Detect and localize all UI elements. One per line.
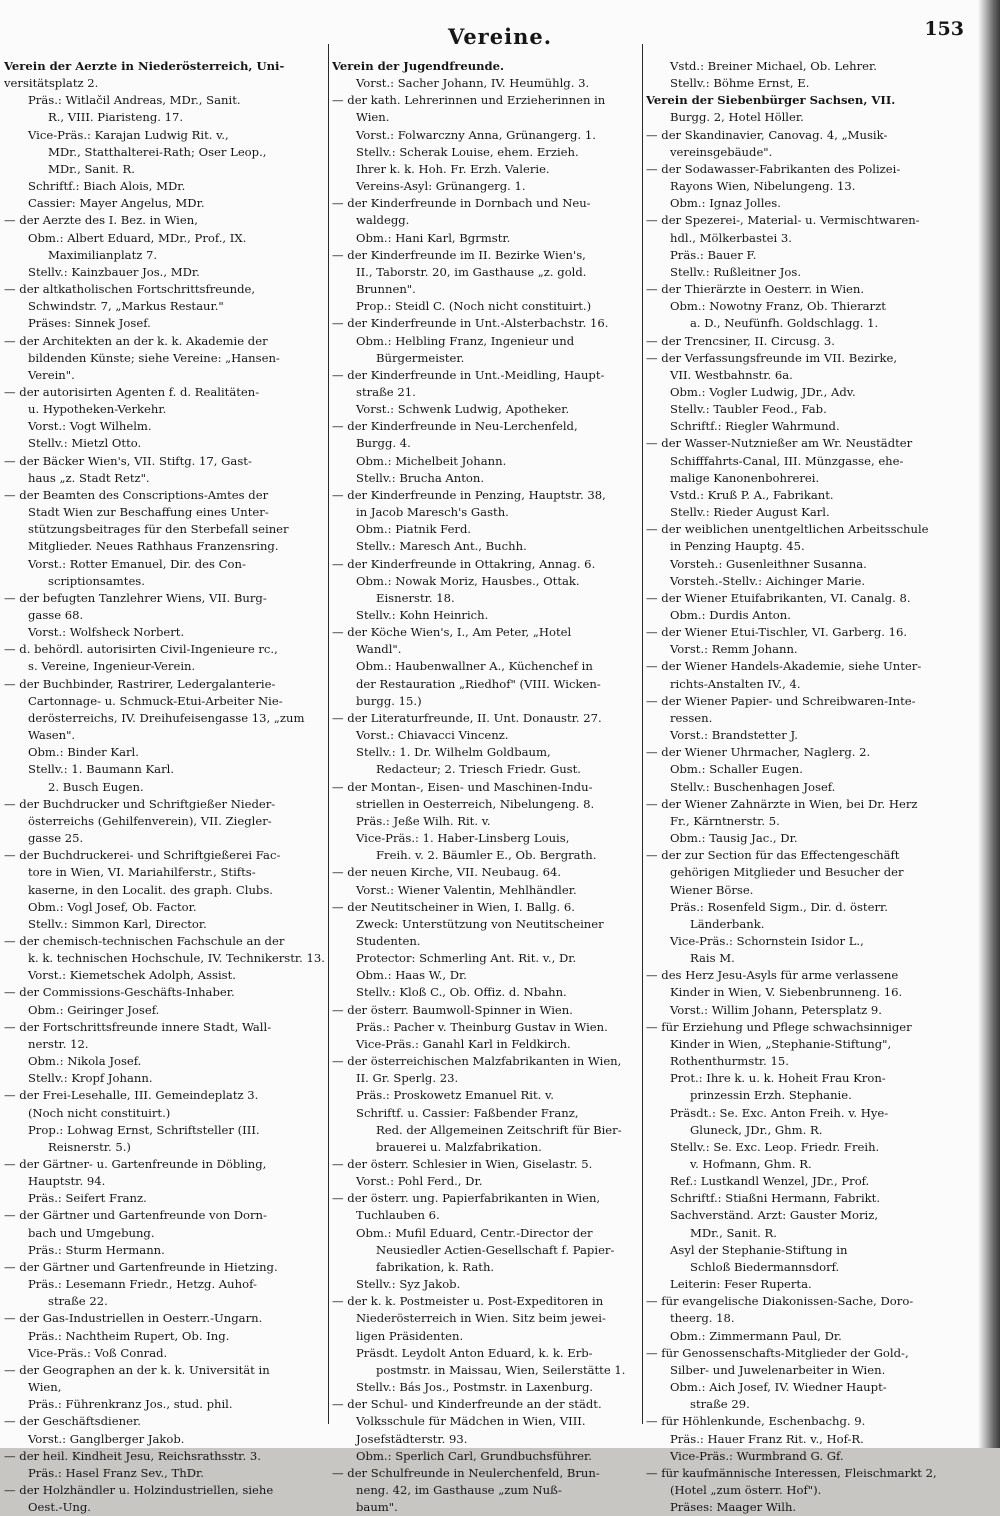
directory-line: Obm.: Haubenwallner A., Küchenchef in <box>356 659 593 674</box>
directory-line: — für kaufmännische Interessen, Fleischmarkt 2, <box>646 1465 937 1480</box>
directory-line: — der Wiener Zahnärzte in Wien, bei Dr. Herz <box>646 796 918 811</box>
directory-line: stützungsbeitrages für den Sterbefall seiner <box>28 522 289 537</box>
directory-line: Stellv.: Syz Jakob. <box>356 1277 461 1292</box>
directory-line: — der Schul- und Kinderfreunde an der städt. <box>332 1397 602 1412</box>
directory-line: — der Holzhändler u. Holzindustriellen, siehe <box>4 1482 274 1497</box>
directory-line: ressen. <box>670 710 713 725</box>
directory-line: Schwindstr. 7, „Markus Restaur." <box>28 299 224 314</box>
directory-line: theerg. 18. <box>670 1311 735 1326</box>
directory-line: Vice-Präs.: 1. Haber-Linsberg Louis, <box>356 831 570 846</box>
directory-line: Ihrer k. k. Hoh. Fr. Erzh. Valerie. <box>356 161 550 176</box>
directory-line: Schriftf. u. Cassier: Faßbender Franz, <box>356 1105 579 1120</box>
directory-line: — der Commissions-Geschäfts-Inhaber. <box>4 985 235 1000</box>
directory-line: — der Kinderfreunde in Penzing, Hauptstr. 38, <box>332 487 606 502</box>
directory-line: nerstr. 12. <box>28 1036 89 1051</box>
directory-line: — der Spezerei-, Material- u. Vermischtwaren- <box>646 213 920 228</box>
directory-line: Präs.: Führenkranz Jos., stud. phil. <box>28 1397 233 1412</box>
directory-line: Schloß Biedermannsdorf. <box>690 1259 840 1274</box>
directory-line: — der chemisch-technischen Fachschule an der <box>4 933 285 948</box>
directory-line: Vorst.: Sacher Johann, IV. Heumühlg. 3. <box>356 76 590 91</box>
directory-line: Stellv.: 1. Baumann Karl. <box>28 762 175 777</box>
directory-line: — der Aerzte des I. Bez. in Wien, <box>4 213 198 228</box>
directory-line: — der Wiener Papier- und Schreibwaren-Inte- <box>646 693 916 708</box>
directory-line: Hauptstr. 94. <box>28 1174 106 1189</box>
directory-line: Präs.: Sturm Hermann. <box>28 1242 165 1257</box>
directory-line: — der Sodawasser-Fabrikanten des Polizei- <box>646 161 901 176</box>
directory-line: Stadt Wien zur Beschaffung eines Unter- <box>28 505 269 520</box>
directory-line: II., Taborstr. 20, im Gasthause „z. gold. <box>356 264 587 279</box>
directory-line: — der neuen Kirche, VII. Neubaug. 64. <box>332 865 562 880</box>
directory-line: — für evangelische Diakonissen-Sache, Doro- <box>646 1294 914 1309</box>
directory-line: Stellv.: Rußleitner Jos. <box>670 264 802 279</box>
directory-line: baum". <box>356 1500 398 1515</box>
directory-line: — der Gärtner- u. Gartenfreunde in Döbling, <box>4 1157 267 1171</box>
directory-line: Vorst.: Folwarczny Anna, Grünangerg. 1. <box>356 127 596 142</box>
directory-line: Vstd.: Kruß P. A., Fabrikant. <box>670 487 834 502</box>
directory-line: MDr., Sanit. R. <box>690 1225 777 1240</box>
directory-line: Verein der Jugendfreunde. <box>332 59 505 73</box>
directory-line: v. Hofmann, Ghm. R. <box>690 1157 812 1171</box>
directory-line: Eisnerstr. 18. <box>376 590 455 605</box>
directory-line: Prot.: Ihre k. u. k. Hoheit Frau Kron- <box>670 1071 886 1086</box>
directory-line: Stellv.: Böhme Ernst, E. <box>670 76 810 91</box>
directory-line: Präsdt.: Se. Exc. Anton Freih. v. Hye- <box>670 1105 889 1120</box>
directory-line: II. Gr. Sperlg. 23. <box>356 1071 459 1086</box>
directory-line: Vorst.: Brandstetter J. <box>670 728 798 743</box>
directory-line: postmstr. in Maissau, Wien, Seilerstätte 1. <box>376 1362 626 1377</box>
directory-line: Wandl". <box>356 642 402 657</box>
directory-line: brauerei u. Malzfabrikation. <box>376 1139 542 1154</box>
directory-line: prinzessin Erzh. Stephanie. <box>690 1088 852 1103</box>
directory-line: Vorst.: Remm Johann. <box>670 642 798 657</box>
directory-line: Vice-Präs.: Voß Conrad. <box>28 1345 168 1360</box>
directory-line: Fr., Kärntnerstr. 5. <box>670 813 780 828</box>
directory-line: Vereins-Asyl: Grünangerg. 1. <box>356 179 526 194</box>
directory-line: Prop.: Steidl C. (Noch nicht constituirt.) <box>356 299 592 314</box>
directory-line: Leiterin: Feser Ruperta. <box>670 1277 812 1292</box>
directory-line: s. Vereine, Ingenieur-Verein. <box>28 659 196 674</box>
directory-line: gasse 68. <box>28 608 84 622</box>
directory-line: waldegg. <box>356 213 410 228</box>
directory-line: Stellv.: Brucha Anton. <box>356 470 485 485</box>
directory-line: fabrikation, k. Rath. <box>376 1259 495 1274</box>
directory-line: — der Schulfreunde in Neulerchenfeld, Brun- <box>332 1465 600 1480</box>
directory-line: Obm.: Vogler Ludwig, JDr., Adv. <box>670 384 856 399</box>
page-edge-shadow <box>978 0 1000 1448</box>
directory-line: Vorsteh.: Gusenleithner Susanna. <box>670 556 867 571</box>
directory-line: MDr., Sanit. R. <box>48 161 135 176</box>
directory-line: — der Frei-Lesehalle, III. Gemeindeplatz 3. <box>4 1088 259 1103</box>
directory-line: — der weiblichen unentgeltlichen Arbeitsschule <box>646 522 929 537</box>
directory-line: Schriftf.: Riegler Wahrmund. <box>670 419 840 434</box>
directory-line: Präsdt. Leydolt Anton Eduard, k. k. Erb- <box>356 1345 593 1360</box>
directory-line: Cassier: Mayer Angelus, MDr. <box>28 196 205 211</box>
directory-line: — der autorisirten Agenten f. d. Realitäten- <box>4 384 260 399</box>
directory-line: — der Fortschrittsfreunde innere Stadt, Wall- <box>4 1019 272 1034</box>
directory-line: Präs.: Lesemann Friedr., Hetzg. Auhof- <box>28 1277 257 1292</box>
directory-line: Stellv.: Taubler Feod., Fab. <box>670 402 827 417</box>
directory-line: vereinsgebäude". <box>670 144 773 159</box>
directory-line: Obm.: Binder Karl. <box>28 745 139 760</box>
directory-line: — der Kinderfreunde in Unt.-Meidling, Haupt- <box>332 367 605 382</box>
directory-line: straße 29. <box>690 1397 750 1412</box>
directory-line: — der Buchbinder, Rastrirer, Ledergalanterie- <box>4 676 276 691</box>
directory-line: (Noch nicht constituirt.) <box>28 1105 171 1120</box>
directory-line: — der altkatholischen Fortschrittsfreunde, <box>4 282 256 297</box>
directory-line: Obm.: Nowotny Franz, Ob. Thierarzt <box>670 299 886 314</box>
directory-line: Reisnerstr. 5.) <box>48 1139 131 1154</box>
directory-line: Obm.: Helbling Franz, Ingenieur und <box>356 333 575 348</box>
directory-line: VII. Westbahnstr. 6a. <box>670 367 793 382</box>
directory-line: Vorsteh.-Stellv.: Aichinger Marie. <box>670 573 866 588</box>
directory-line: Stellv.: Buschenhagen Josef. <box>670 779 836 794</box>
directory-line: u. Hypotheken-Verkehr. <box>28 402 167 417</box>
directory-line: — der Kinderfreunde in Unt.-Alsterbachstr. 16. <box>332 316 609 331</box>
directory-line: Obm.: Albert Eduard, MDr., Prof., IX. <box>28 230 247 245</box>
directory-line: — der heil. Kindheit Jesu, Reichsrathsstr. 3. <box>4 1448 261 1463</box>
directory-line: — der Geographen an der k. k. Universität in <box>4 1362 270 1377</box>
directory-line: Rayons Wien, Nibelungeng. 13. <box>670 179 856 194</box>
directory-line: — der Skandinavier, Canovag. 4, „Musik- <box>646 127 888 142</box>
directory-line: — der Kinderfreunde in Neu-Lerchenfeld, <box>332 419 578 434</box>
directory-line: — der Kinderfreunde in Ottakring, Annag. 6. <box>332 556 596 571</box>
directory-line: — der Kinderfreunde im II. Bezirke Wien's, <box>332 247 586 262</box>
directory-line: Freih. v. 2. Bäumler E., Ob. Bergrath. <box>376 848 597 863</box>
directory-line: — der österr. ung. Papierfabrikanten in Wien, <box>332 1191 601 1206</box>
directory-line: — der Wiener Etuifabrikanten, VI. Canalg. 8. <box>646 590 911 605</box>
directory-line: Verein der Siebenbürger Sachsen, VII. <box>646 93 896 108</box>
directory-line: — der Wiener Uhrmacher, Naglerg. 2. <box>646 745 871 760</box>
directory-line: Niederösterreich in Wien. Sitz beim jewei- <box>356 1311 606 1326</box>
page-number: 153 <box>924 18 964 40</box>
directory-line: — der Kinderfreunde in Dornbach und Neu- <box>332 196 591 211</box>
directory-line: — der Buchdruckerei- und Schriftgießerei Fac- <box>4 848 281 863</box>
directory-line: Obm.: Hani Karl, Bgrmstr. <box>356 230 511 245</box>
directory-line: Präses: Sinnek Josef. <box>28 316 151 331</box>
directory-line: — d. behördl. autorisirten Civil-Ingenieure rc., <box>4 642 278 657</box>
directory-line: Vice-Präs.: Karajan Ludwig Rit. v., <box>28 127 229 142</box>
directory-line: — für Genossenschafts-Mitglieder der Gold-, <box>646 1345 909 1360</box>
directory-line: — der Neutitscheiner in Wien, I. Ballg. 6. <box>332 899 575 914</box>
directory-line: Länderbank. <box>690 916 765 931</box>
directory-line: Silber- und Juwelenarbeiter in Wien. <box>670 1362 886 1377</box>
directory-line: Stellv.: Kainzbauer Jos., MDr. <box>28 264 200 279</box>
directory-line: Tuchlauben 6. <box>356 1208 440 1223</box>
column-rule <box>328 44 329 1424</box>
directory-line: — der befugten Tanzlehrer Wiens, VII. Burg- <box>4 590 267 605</box>
directory-line: — der Verfassungsfreunde im VII. Bezirke, <box>646 350 898 365</box>
directory-line: Vorst.: Kiemetschek Adolph, Assist. <box>28 968 236 983</box>
directory-line: — der österr. Baumwoll-Spinner in Wien. <box>332 1002 573 1017</box>
directory-line: Prop.: Lohwag Ernst, Schriftsteller (III. <box>28 1122 260 1137</box>
directory-line: Kinder in Wien, „Stephanie-Stiftung", <box>670 1036 892 1051</box>
directory-line: Verein der Aerzte in Niederösterreich, Uni- <box>4 59 285 73</box>
directory-line: — der Literaturfreunde, II. Unt. Donaustr. 27. <box>332 710 602 725</box>
directory-line: Obm.: Nowak Moriz, Hausbes., Ottak. <box>356 573 580 588</box>
directory-line: Obm.: Aich Josef, IV. Wiedner Haupt- <box>670 1380 887 1395</box>
directory-line: Vice-Präs.: Schornstein Isidor L., <box>670 933 864 948</box>
directory-line: — für Höhlenkunde, Eschenbachg. 9. <box>646 1414 866 1429</box>
column-left <box>4 58 326 1516</box>
directory-line: Brunnen". <box>356 282 416 297</box>
directory-line: Zweck: Unterstützung von Neutitscheiner <box>356 916 604 931</box>
directory-line: Stellv.: Rieder August Karl. <box>670 505 830 520</box>
directory-line: striellen in Oesterreich, Nibelungeng. 8. <box>356 796 595 811</box>
directory-line: straße 21. <box>356 384 416 399</box>
directory-line: der Restauration „Riedhof" (VIII. Wicken- <box>356 676 601 691</box>
directory-line: Vorst.: Schwenk Ludwig, Apotheker. <box>356 402 570 417</box>
directory-line: — der Bäcker Wien's, VII. Stiftg. 17, Gast- <box>4 453 252 468</box>
directory-line: richts-Anstalten IV., 4. <box>670 676 801 691</box>
directory-line: R., VIII. Piaristeng. 17. <box>48 110 184 125</box>
directory-line: Verein". <box>28 367 75 382</box>
directory-line: burgg. 15.) <box>356 693 422 708</box>
directory-line: österreichs (Gehilfenverein), VII. Ziegler- <box>28 813 272 828</box>
directory-line: — der Thierärzte in Oesterr. in Wien. <box>646 282 865 297</box>
directory-line: Burgg. 4. <box>356 436 411 451</box>
directory-line: Protector: Schmerling Ant. Rit. v., Dr. <box>356 951 577 966</box>
directory-line: Oest.-Ung. <box>28 1500 91 1515</box>
directory-line: Vorst.: Willim Johann, Petersplatz 9. <box>670 1002 882 1017</box>
directory-line: — der Beamten des Conscriptions-Amtes der <box>4 487 269 502</box>
directory-line: bach und Umgebung. <box>28 1225 155 1240</box>
directory-line: bildenden Künste; siehe Vereine: „Hansen- <box>28 350 280 365</box>
directory-line: Präs.: Hasel Franz Sev., ThDr. <box>28 1465 204 1480</box>
directory-line: Red. der Allgemeinen Zeitschrift für Bier- <box>376 1122 622 1137</box>
directory-line: Gluneck, JDr., Ghm. R. <box>690 1122 823 1137</box>
directory-line: — der Gärtner und Gartenfreunde in Hietzing. <box>4 1259 278 1274</box>
directory-line: derösterreichs, IV. Dreihufeisengasse 13, „zum <box>28 710 305 725</box>
directory-line: Präs.: Rosenfeld Sigm., Dir. d. österr. <box>670 899 888 914</box>
directory-line: Rais M. <box>690 951 735 966</box>
directory-line: Obm.: Geiringer Josef. <box>28 1002 160 1017</box>
directory-line: Ref.: Lustkandl Wenzel, JDr., Prof. <box>670 1174 870 1189</box>
directory-line: Wasen". <box>28 728 76 743</box>
directory-line: — der Wiener Handels-Akademie, siehe Unter- <box>646 659 922 674</box>
column-rule <box>642 44 643 1424</box>
column-middle <box>332 58 640 1516</box>
directory-line: — der Wasser-Nutznießer am Wr. Neustädter <box>646 436 913 451</box>
directory-line: Stellv.: Mietzl Otto. <box>28 436 142 451</box>
directory-line: Präs.: Hauer Franz Rit. v., Hof-R. <box>670 1431 864 1446</box>
directory-line: — der Wiener Etui-Tischler, VI. Garberg. 16. <box>646 625 908 640</box>
directory-line: k. k. technischen Hochschule, IV. Technikerstr. 13. <box>28 951 325 966</box>
directory-line: Vice-Präs.: Ganahl Karl in Feldkirch. <box>356 1036 571 1051</box>
column-right <box>646 58 972 1516</box>
directory-line: Obm.: Piatnik Ferd. <box>356 522 472 537</box>
directory-line: Obm.: Sperlich Carl, Grundbuchsführer. <box>356 1448 592 1463</box>
directory-line: Präs.: Proskowetz Emanuel Rit. v. <box>356 1088 554 1103</box>
directory-line: — der Gas-Industriellen in Oesterr.-Ungarn. <box>4 1311 263 1326</box>
directory-line: malige Kanonenbohrerei. <box>670 470 820 485</box>
directory-line: Rothenthurmstr. 15. <box>670 1054 789 1069</box>
directory-line: Vice-Präs.: Wurmbrand G. Gf. <box>670 1448 844 1463</box>
directory-line: Stellv.: Bás Jos., Postmstr. in Laxenburg. <box>356 1380 594 1395</box>
directory-line: Obm.: Nikola Josef. <box>28 1054 142 1069</box>
directory-line: neng. 42, im Gasthause „zum Nuß- <box>356 1482 562 1497</box>
directory-line: Wien, <box>28 1380 62 1395</box>
directory-line: — der zur Section für das Effectengeschäft <box>646 848 900 863</box>
directory-line: 2. Busch Eugen. <box>48 779 144 794</box>
directory-line: Schriftf.: Biach Alois, MDr. <box>28 179 186 194</box>
directory-line: Stellv.: Scherak Louise, ehem. Erzieh. <box>356 144 579 159</box>
directory-line: Präs.: Witlačil Andreas, MDr., Sanit. <box>28 93 241 108</box>
directory-line: gasse 25. <box>28 831 84 846</box>
directory-line: Stellv.: Kohn Heinrich. <box>356 608 489 622</box>
directory-line: Wien. <box>356 110 390 125</box>
directory-line: — der Geschäftsdiener. <box>4 1414 141 1429</box>
directory-line: Stellv.: Kloß C., Ob. Offiz. d. Nbahn. <box>356 985 567 1000</box>
directory-line: Stellv.: Se. Exc. Leop. Friedr. Freih. <box>670 1139 880 1154</box>
directory-line: Bürgermeister. <box>376 350 465 365</box>
directory-line: Obm.: Zimmermann Paul, Dr. <box>670 1328 842 1343</box>
directory-line: Obm.: Vogl Josef, Ob. Factor. <box>28 899 197 914</box>
directory-line: Kinder in Wien, V. Siebenbrunneng. 16. <box>670 985 903 1000</box>
directory-line: Obm.: Mufil Eduard, Centr.-Director der <box>356 1225 593 1240</box>
directory-line: hdl., Mölkerbastei 3. <box>670 230 792 245</box>
directory-line: tore in Wien, VI. Mariahilferstr., Stifts- <box>28 865 256 880</box>
directory-line: — der Architekten an der k. k. Akademie der <box>4 333 268 348</box>
directory-line: — der Gärtner und Gartenfreunde von Dorn- <box>4 1208 267 1223</box>
directory-line: Präses: Maager Wilh. <box>670 1500 797 1515</box>
directory-line: kaserne, in den Localit. des graph. Clubs. <box>28 882 273 897</box>
page-title: Vereine. <box>447 24 553 49</box>
directory-line: — der Köche Wien's, I., Am Peter, „Hotel <box>332 625 572 640</box>
directory-line: haus „z. Stadt Retz". <box>28 470 150 485</box>
directory-line: Vorst.: Ganglberger Jakob. <box>28 1431 185 1446</box>
directory-line: Präs.: Bauer F. <box>670 247 757 262</box>
directory-line: Neusiedler Actien-Gesellschaft f. Papier- <box>376 1242 615 1257</box>
directory-line: Obm.: Haas W., Dr. <box>356 968 467 983</box>
directory-line: Studenten. <box>356 933 421 948</box>
directory-line: (Hotel „zum österr. Hof"). <box>670 1482 822 1497</box>
directory-line: gehörigen Mitglieder und Besucher der <box>670 865 904 880</box>
directory-line: Josefstädterstr. 93. <box>356 1431 468 1446</box>
directory-line: Vorst.: Pohl Ferd., Dr. <box>356 1174 483 1189</box>
directory-line: Obm.: Ignaz Jolles. <box>670 196 781 211</box>
directory-line: Asyl der Stephanie-Stiftung in <box>670 1242 848 1257</box>
directory-line: straße 22. <box>48 1294 108 1309</box>
directory-line: Obm.: Tausig Jac., Dr. <box>670 831 798 846</box>
directory-line: Stellv.: Maresch Ant., Buchh. <box>356 539 527 554</box>
directory-line: Vorst.: Chiavacci Vincenz. <box>356 728 509 743</box>
directory-line: Volksschule für Mädchen in Wien, VIII. <box>356 1414 586 1429</box>
directory-line: Obm.: Durdis Anton. <box>670 608 791 622</box>
directory-line: Vorst.: Vogt Wilhelm. <box>28 419 152 434</box>
directory-line: Schriftf.: Stiaßni Hermann, Fabrikt. <box>670 1191 881 1206</box>
directory-line: scriptionsamtes. <box>48 573 145 588</box>
directory-line: Stellv.: 1. Dr. Wilhelm Goldbaum, <box>356 745 551 760</box>
directory-line: in Penzing Hauptg. 45. <box>670 539 805 554</box>
directory-line: — der österreichischen Malzfabrikanten in Wien, <box>332 1054 622 1069</box>
directory-line: Cartonnage- u. Schmuck-Etui-Arbeiter Nie- <box>28 693 283 708</box>
directory-line: Vorst.: Rotter Emanuel, Dir. des Con- <box>28 556 246 571</box>
directory-line: a. D., Neufünfh. Goldschlagg. 1. <box>690 316 879 331</box>
directory-line: Obm.: Schaller Eugen. <box>670 762 803 777</box>
directory-line: Präs.: Seifert Franz. <box>28 1191 147 1206</box>
directory-line: — für Erziehung und Pflege schwachsinniger <box>646 1019 912 1034</box>
directory-line: in Jacob Maresch's Gasth. <box>356 505 509 520</box>
directory-line: Vstd.: Breiner Michael, Ob. Lehrer. <box>670 59 877 73</box>
directory-line: Vorst.: Wolfsheck Norbert. <box>28 625 185 640</box>
directory-line: Stellv.: Simmon Karl, Director. <box>28 916 207 931</box>
directory-line: Präs.: Jeße Wilh. Rit. v. <box>356 813 491 828</box>
directory-line: Stellv.: Kropf Johann. <box>28 1071 153 1086</box>
directory-line: ligen Präsidenten. <box>356 1328 464 1343</box>
directory-line: Präs.: Nachtheim Rupert, Ob. Ing. <box>28 1328 230 1343</box>
directory-line: — der österr. Schlesier in Wien, Giselastr. 5. <box>332 1157 593 1171</box>
directory-line: — der Trencsiner, II. Circusg. 3. <box>646 333 835 348</box>
directory-line: Burgg. 2, Hotel Höller. <box>670 110 804 125</box>
directory-line: Redacteur; 2. Triesch Friedr. Gust. <box>376 762 581 777</box>
directory-line: MDr., Statthalterei-Rath; Oser Leop., <box>48 144 267 159</box>
directory-line: Präs.: Pacher v. Theinburg Gustav in Wien. <box>356 1019 608 1034</box>
directory-line: versitätsplatz 2. <box>4 76 99 91</box>
directory-line: — der Buchdrucker und Schriftgießer Nieder- <box>4 796 276 811</box>
directory-line: Sachverständ. Arzt: Gauster Moriz, <box>670 1208 879 1223</box>
directory-line: Wiener Börse. <box>670 882 754 897</box>
directory-line: Maximilianplatz 7. <box>48 247 158 262</box>
directory-line: — des Herz Jesu-Asyls für arme verlassene <box>646 968 899 983</box>
directory-line: Mitglieder. Neues Rathhaus Franzensring. <box>28 539 279 554</box>
directory-line: — der kath. Lehrerinnen und Erzieherinnen in <box>332 93 606 108</box>
directory-line: — der k. k. Postmeister u. Post-Expeditoren in <box>332 1294 604 1309</box>
directory-line: Vorst.: Wiener Valentin, Mehlhändler. <box>356 882 577 897</box>
directory-line: Schifffahrts-Canal, III. Münzgasse, ehe- <box>670 453 904 468</box>
directory-line: — der Montan-, Eisen- und Maschinen-Indu- <box>332 779 593 794</box>
directory-line: Obm.: Michelbeit Johann. <box>356 453 507 468</box>
